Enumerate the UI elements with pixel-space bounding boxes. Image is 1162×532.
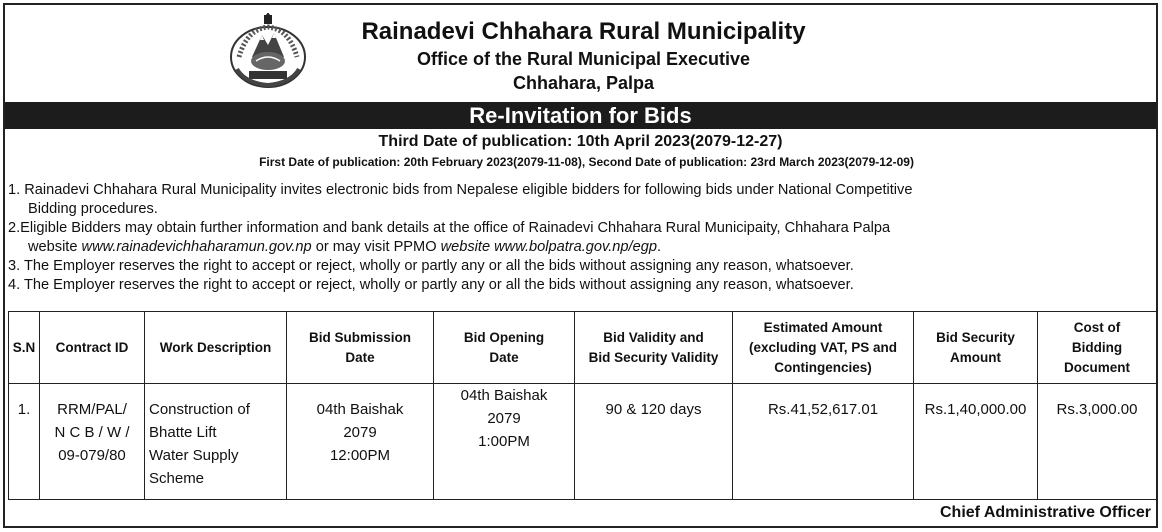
clause-2-end: .: [656, 239, 662, 255]
notice-clauses: [8, 181, 1156, 295]
col-estimate-label-1: Estimated Amount: [763, 319, 883, 335]
office-location: Chhahara, Palpa: [512, 73, 655, 93]
bids-table: [8, 311, 1157, 500]
submission-line-3: 12:00PM: [329, 447, 391, 464]
cell-sn: [9, 384, 40, 500]
col-opening-label-2: Date: [489, 349, 519, 365]
security-value: Rs.1,40,000.00: [924, 401, 1027, 418]
opening-line-2: 2079: [487, 410, 521, 427]
clause-1-text: 1. Rainadevi Chhahara Rural Municipality invites electronic bids from Nepalese eligible bidders for following bids under National Competitive: [8, 182, 913, 198]
col-work-description: [145, 312, 287, 384]
cell-bid-security-amount: [914, 384, 1038, 500]
cell-sn-value: 1.: [17, 401, 31, 418]
cell-estimated-amount: [733, 384, 914, 500]
clause-1-continued: [8, 200, 1156, 219]
col-submission-label-1: Bid Submission: [308, 329, 411, 345]
contract-id-line-3: 09-079/80: [58, 447, 126, 464]
clause-4: [8, 276, 1156, 295]
clause-2: [8, 219, 1156, 238]
website-label: website: [28, 239, 82, 255]
table-row: [9, 384, 1157, 500]
work-line-1: Construction of: [149, 401, 250, 418]
clause-2-continued: [8, 238, 1156, 257]
cell-bid-validity: [575, 384, 733, 500]
col-bid-validity: [575, 312, 733, 384]
col-opening-label-1: Bid Opening: [463, 329, 545, 345]
col-cost-label-3: Document: [1063, 359, 1130, 375]
municipality-website-link[interactable]: www.rainadevichhaharamun.gov.np: [81, 239, 312, 255]
col-work-label: Work Description: [159, 339, 272, 355]
col-bid-opening-date: [434, 312, 575, 384]
notice-header: [5, 5, 1156, 101]
opening-line-3: 1:00PM: [478, 433, 530, 450]
validity-value: 90 & 120 days: [605, 401, 702, 418]
earlier-publication-dates: First Date of publication: 20th February 2023(2079-11-08), Second Date of publication: 23rd March 2023(2079-12-09): [259, 155, 914, 169]
col-estimate-label-2: (excluding VAT, PS and: [748, 339, 898, 355]
clause-3-text: 3. The Employer reserves the right to accept or reject, wholly or partly any or all the bids without assigning any reason, whatsoever.: [8, 258, 854, 274]
header-text: [5, 17, 1156, 95]
col-estimated-amount: [733, 312, 914, 384]
col-sn: [9, 312, 40, 384]
cell-bid-opening-date: [434, 384, 575, 500]
work-line-2: Bhatte Lift: [149, 424, 217, 441]
cell-work-description: [145, 384, 287, 500]
col-sn-label: S.N: [12, 339, 36, 355]
notice-title: Re-Invitation for Bids: [5, 102, 1156, 129]
notice-frame: [3, 3, 1158, 528]
contract-id-line-2: N C B / W /: [54, 424, 130, 441]
col-bid-submission-date: [287, 312, 434, 384]
signatory: Chief Administrative Officer: [939, 504, 1151, 521]
office-name: Office of the Rural Municipal Executive: [416, 49, 751, 69]
opening-line-1: 04th Baishak: [460, 387, 548, 404]
bolpatra-website-link[interactable]: website www.bolpatra.gov.np/egp: [440, 239, 657, 255]
cell-cost-of-document: [1038, 384, 1157, 500]
estimate-value: Rs.41,52,617.01: [767, 401, 879, 418]
col-validity-label-1: Bid Validity and: [603, 329, 704, 345]
col-security-label-2: Amount: [950, 349, 1001, 365]
col-cost-label-2: Bidding: [1071, 339, 1123, 355]
cell-bid-submission-date: [287, 384, 434, 500]
third-publication-date: Third Date of publication: 10th April 2023(2079-12-27): [378, 133, 783, 150]
col-contract-id-label: Contract ID: [55, 339, 129, 355]
submission-line-1: 04th Baishak: [316, 401, 404, 418]
work-line-3: Water Supply: [149, 447, 239, 464]
table-header-row: [9, 312, 1157, 384]
clause-2-text: 2.Eligible Bidders may obtain further information and bank details at the office of Rainadevi Chhahara Rural Municipaity, Chhahara Palpa: [8, 220, 891, 236]
clause-1-text-2: Bidding procedures.: [28, 201, 158, 217]
col-bid-security-amount: [914, 312, 1038, 384]
submission-line-2: 2079: [343, 424, 377, 441]
col-cost-label-1: Cost of: [1073, 319, 1121, 335]
col-estimate-label-3: Contingencies): [774, 359, 872, 375]
col-security-label-1: Bid Security: [936, 329, 1015, 345]
clause-4-text: 4. The Employer reserves the right to accept or reject, wholly or partly any or all the bids without assigning any reason, whatsoever.: [8, 277, 854, 293]
cost-value: Rs.3,000.00: [1056, 401, 1138, 418]
col-submission-label-2: Date: [345, 349, 375, 365]
clause-2-mid: or may visit PPMO: [311, 239, 441, 255]
clause-3: [8, 257, 1156, 276]
col-contract-id: [40, 312, 145, 384]
work-line-4: Scheme: [149, 470, 205, 487]
clause-1: [8, 181, 1156, 200]
col-validity-label-2: Bid Security Validity: [588, 349, 719, 365]
contract-id-line-1: RRM/PAL/: [57, 401, 127, 418]
org-name: Rainadevi Chhahara Rural Municipality: [361, 18, 806, 45]
col-cost-of-document: [1038, 312, 1157, 384]
cell-contract-id: [40, 384, 145, 500]
